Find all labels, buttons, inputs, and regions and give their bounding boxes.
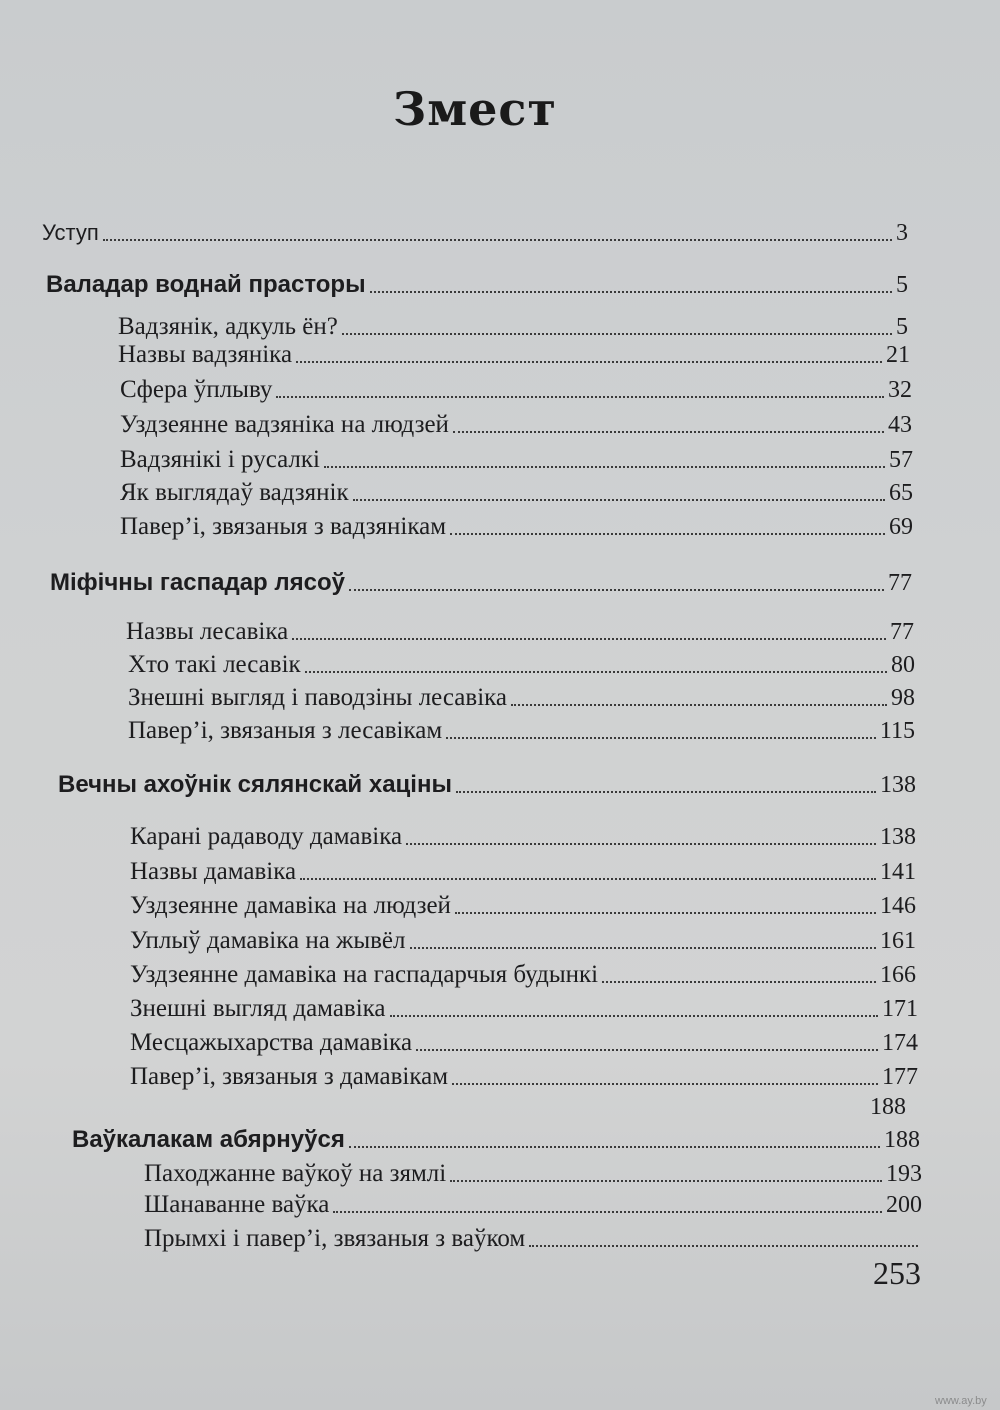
dot-leader <box>103 239 892 241</box>
dot-leader <box>292 638 886 640</box>
toc-entry-label: Уплыў дамавіка на жывёл <box>130 927 406 954</box>
toc-section-forest[interactable] <box>50 568 912 598</box>
toc-section-water[interactable] <box>46 270 908 300</box>
toc-entry[interactable] <box>128 650 915 680</box>
toc-entry-page: 32 <box>888 377 912 403</box>
toc-page-only <box>870 1092 920 1122</box>
toc-entry-page: 21 <box>886 342 910 368</box>
toc-entry[interactable] <box>120 445 913 475</box>
dot-leader <box>324 466 885 468</box>
toc-entry[interactable] <box>130 994 918 1024</box>
toc-entry-page: 80 <box>891 652 915 678</box>
toc-entry-label: Знешні выгляд і паводзіны лесавіка <box>128 684 508 711</box>
toc-entry-label: Вадзянікі і русалкі <box>120 446 320 473</box>
toc-entry[interactable] <box>120 410 912 440</box>
dot-leader <box>349 589 884 591</box>
toc-entry-label: Уступ <box>42 220 99 245</box>
toc-entry[interactable] <box>128 716 915 746</box>
dot-leader <box>529 1245 918 1247</box>
dot-leader <box>602 981 876 983</box>
dot-leader <box>450 1180 882 1182</box>
toc-entry[interactable] <box>118 312 908 342</box>
toc-entry-page: 115 <box>879 718 915 744</box>
toc-entry[interactable] <box>130 857 916 887</box>
toc-entry-page: 193 <box>886 1161 922 1187</box>
page-number: 253 <box>873 1255 921 1291</box>
toc-entry-page: 77 <box>888 570 912 596</box>
toc-entry-page: 77 <box>890 619 914 645</box>
toc-section-label: Валадар воднай прасторы <box>46 271 366 298</box>
dot-leader <box>511 704 887 706</box>
toc-entry[interactable] <box>120 478 913 508</box>
toc-entry-page: 3 <box>896 220 908 246</box>
toc-entry-page: 5 <box>896 314 908 340</box>
toc-entry-label: Месцажыхарства дамавіка <box>130 1029 413 1056</box>
toc-entry-label: Хто такі лесавік <box>128 651 301 678</box>
toc-entry-page: 138 <box>880 824 916 850</box>
dot-leader <box>446 737 876 739</box>
toc-entry[interactable] <box>130 891 916 921</box>
toc-section-wolf[interactable] <box>72 1125 920 1155</box>
toc-entry-label: Павер’і, звязаныя з дамавікам <box>130 1063 449 1090</box>
dot-leader <box>455 912 876 914</box>
toc-section-house[interactable] <box>58 770 916 800</box>
toc-entry-page: 188 <box>870 1094 906 1120</box>
toc-entry-label: Назвы вадзяніка <box>118 341 293 368</box>
page-title: Змест <box>393 82 557 136</box>
toc-entry-page: 188 <box>884 1127 920 1153</box>
toc-entry-page: 69 <box>889 514 913 540</box>
dot-leader <box>450 533 885 535</box>
dot-leader <box>452 1083 878 1085</box>
toc-entry-intro[interactable] <box>42 218 908 248</box>
toc-entry[interactable] <box>130 1028 918 1058</box>
dot-leader <box>333 1211 882 1213</box>
toc-entry[interactable] <box>144 1159 922 1189</box>
toc-entry-label: Як выглядаў вадзянік <box>120 479 349 506</box>
toc-entry-label: Сфера ўплыву <box>120 376 273 403</box>
toc-entry-page: 65 <box>889 480 913 506</box>
toc-entry-page: 200 <box>886 1192 922 1218</box>
toc-entry[interactable] <box>120 512 913 542</box>
toc-entry[interactable] <box>130 822 916 852</box>
toc-entry-label: Паходжанне ваўкоў на зямлі <box>144 1160 447 1187</box>
toc-entry-label: Павер’і, звязаныя з вадзянікам <box>120 513 447 540</box>
dot-leader <box>305 671 887 673</box>
toc-section-label: Ваўкалакам абярнуўся <box>72 1126 345 1153</box>
toc-entry-page: 174 <box>882 1030 918 1056</box>
toc-entry-label: Уздзеянне дамавіка на людзей <box>130 892 451 919</box>
toc-entry[interactable] <box>130 960 916 990</box>
toc-entry-label: Назвы дамавіка <box>130 858 297 885</box>
dot-leader <box>353 499 885 501</box>
toc-entry-page: 177 <box>882 1064 918 1090</box>
toc-entry-page: 166 <box>880 962 916 988</box>
toc-entry[interactable] <box>120 375 912 405</box>
dot-leader <box>349 1146 880 1148</box>
toc-entry[interactable] <box>130 1062 918 1092</box>
toc-entry-page: 43 <box>888 412 912 438</box>
toc-entry-label: Вадзянік, адкуль ён? <box>118 313 338 340</box>
dot-leader <box>276 396 884 398</box>
toc-entry-label: Уздзеянне дамавіка на гаспадарчыя будынкі <box>130 961 599 988</box>
toc-entry-page: 146 <box>880 893 916 919</box>
dot-leader <box>370 291 892 293</box>
toc-entry-page: 138 <box>880 772 916 798</box>
toc-entry[interactable] <box>126 617 914 647</box>
dot-leader <box>453 431 884 433</box>
toc-entry-page: 57 <box>889 447 913 473</box>
dot-leader <box>406 843 876 845</box>
toc-section-label: Міфічны гаспадар лясоў <box>50 569 345 596</box>
toc-section-label: Вечны ахоўнік сялянскай хаціны <box>58 771 452 798</box>
toc-entry-page: 161 <box>880 928 916 954</box>
toc-entry-label: Павер’і, звязаныя з лесавікам <box>128 717 443 744</box>
toc-entry-label: Назвы лесавіка <box>126 618 289 645</box>
toc-entry-page: 5 <box>896 272 908 298</box>
watermark: www.ay.by <box>935 1395 987 1407</box>
toc-entry[interactable] <box>128 683 915 713</box>
toc-entry[interactable] <box>144 1224 922 1254</box>
dot-leader <box>416 1049 878 1051</box>
toc-entry-label: Уздзеянне вадзяніка на людзей <box>120 411 449 438</box>
toc-entry-label: Шанаванне ваўка <box>144 1191 330 1218</box>
dot-leader <box>342 333 892 335</box>
toc-entry-label: Карані радаводу дамавіка <box>130 823 403 850</box>
toc-entry-page: 98 <box>891 685 915 711</box>
dot-leader <box>390 1015 878 1017</box>
toc-entry-label: Знешні выгляд дамавіка <box>130 995 386 1022</box>
dot-leader <box>410 947 876 949</box>
dot-leader <box>300 878 876 880</box>
toc-entry[interactable] <box>144 1190 922 1220</box>
toc-entry-page: 171 <box>882 996 918 1022</box>
toc-entry[interactable] <box>118 340 910 370</box>
toc-entry[interactable] <box>130 926 916 956</box>
toc-entry-page: 141 <box>880 859 916 885</box>
toc-entry-label: Прымхі і павер’і, звязаныя з ваўком <box>144 1225 526 1252</box>
dot-leader <box>456 791 876 793</box>
dot-leader <box>296 361 882 363</box>
